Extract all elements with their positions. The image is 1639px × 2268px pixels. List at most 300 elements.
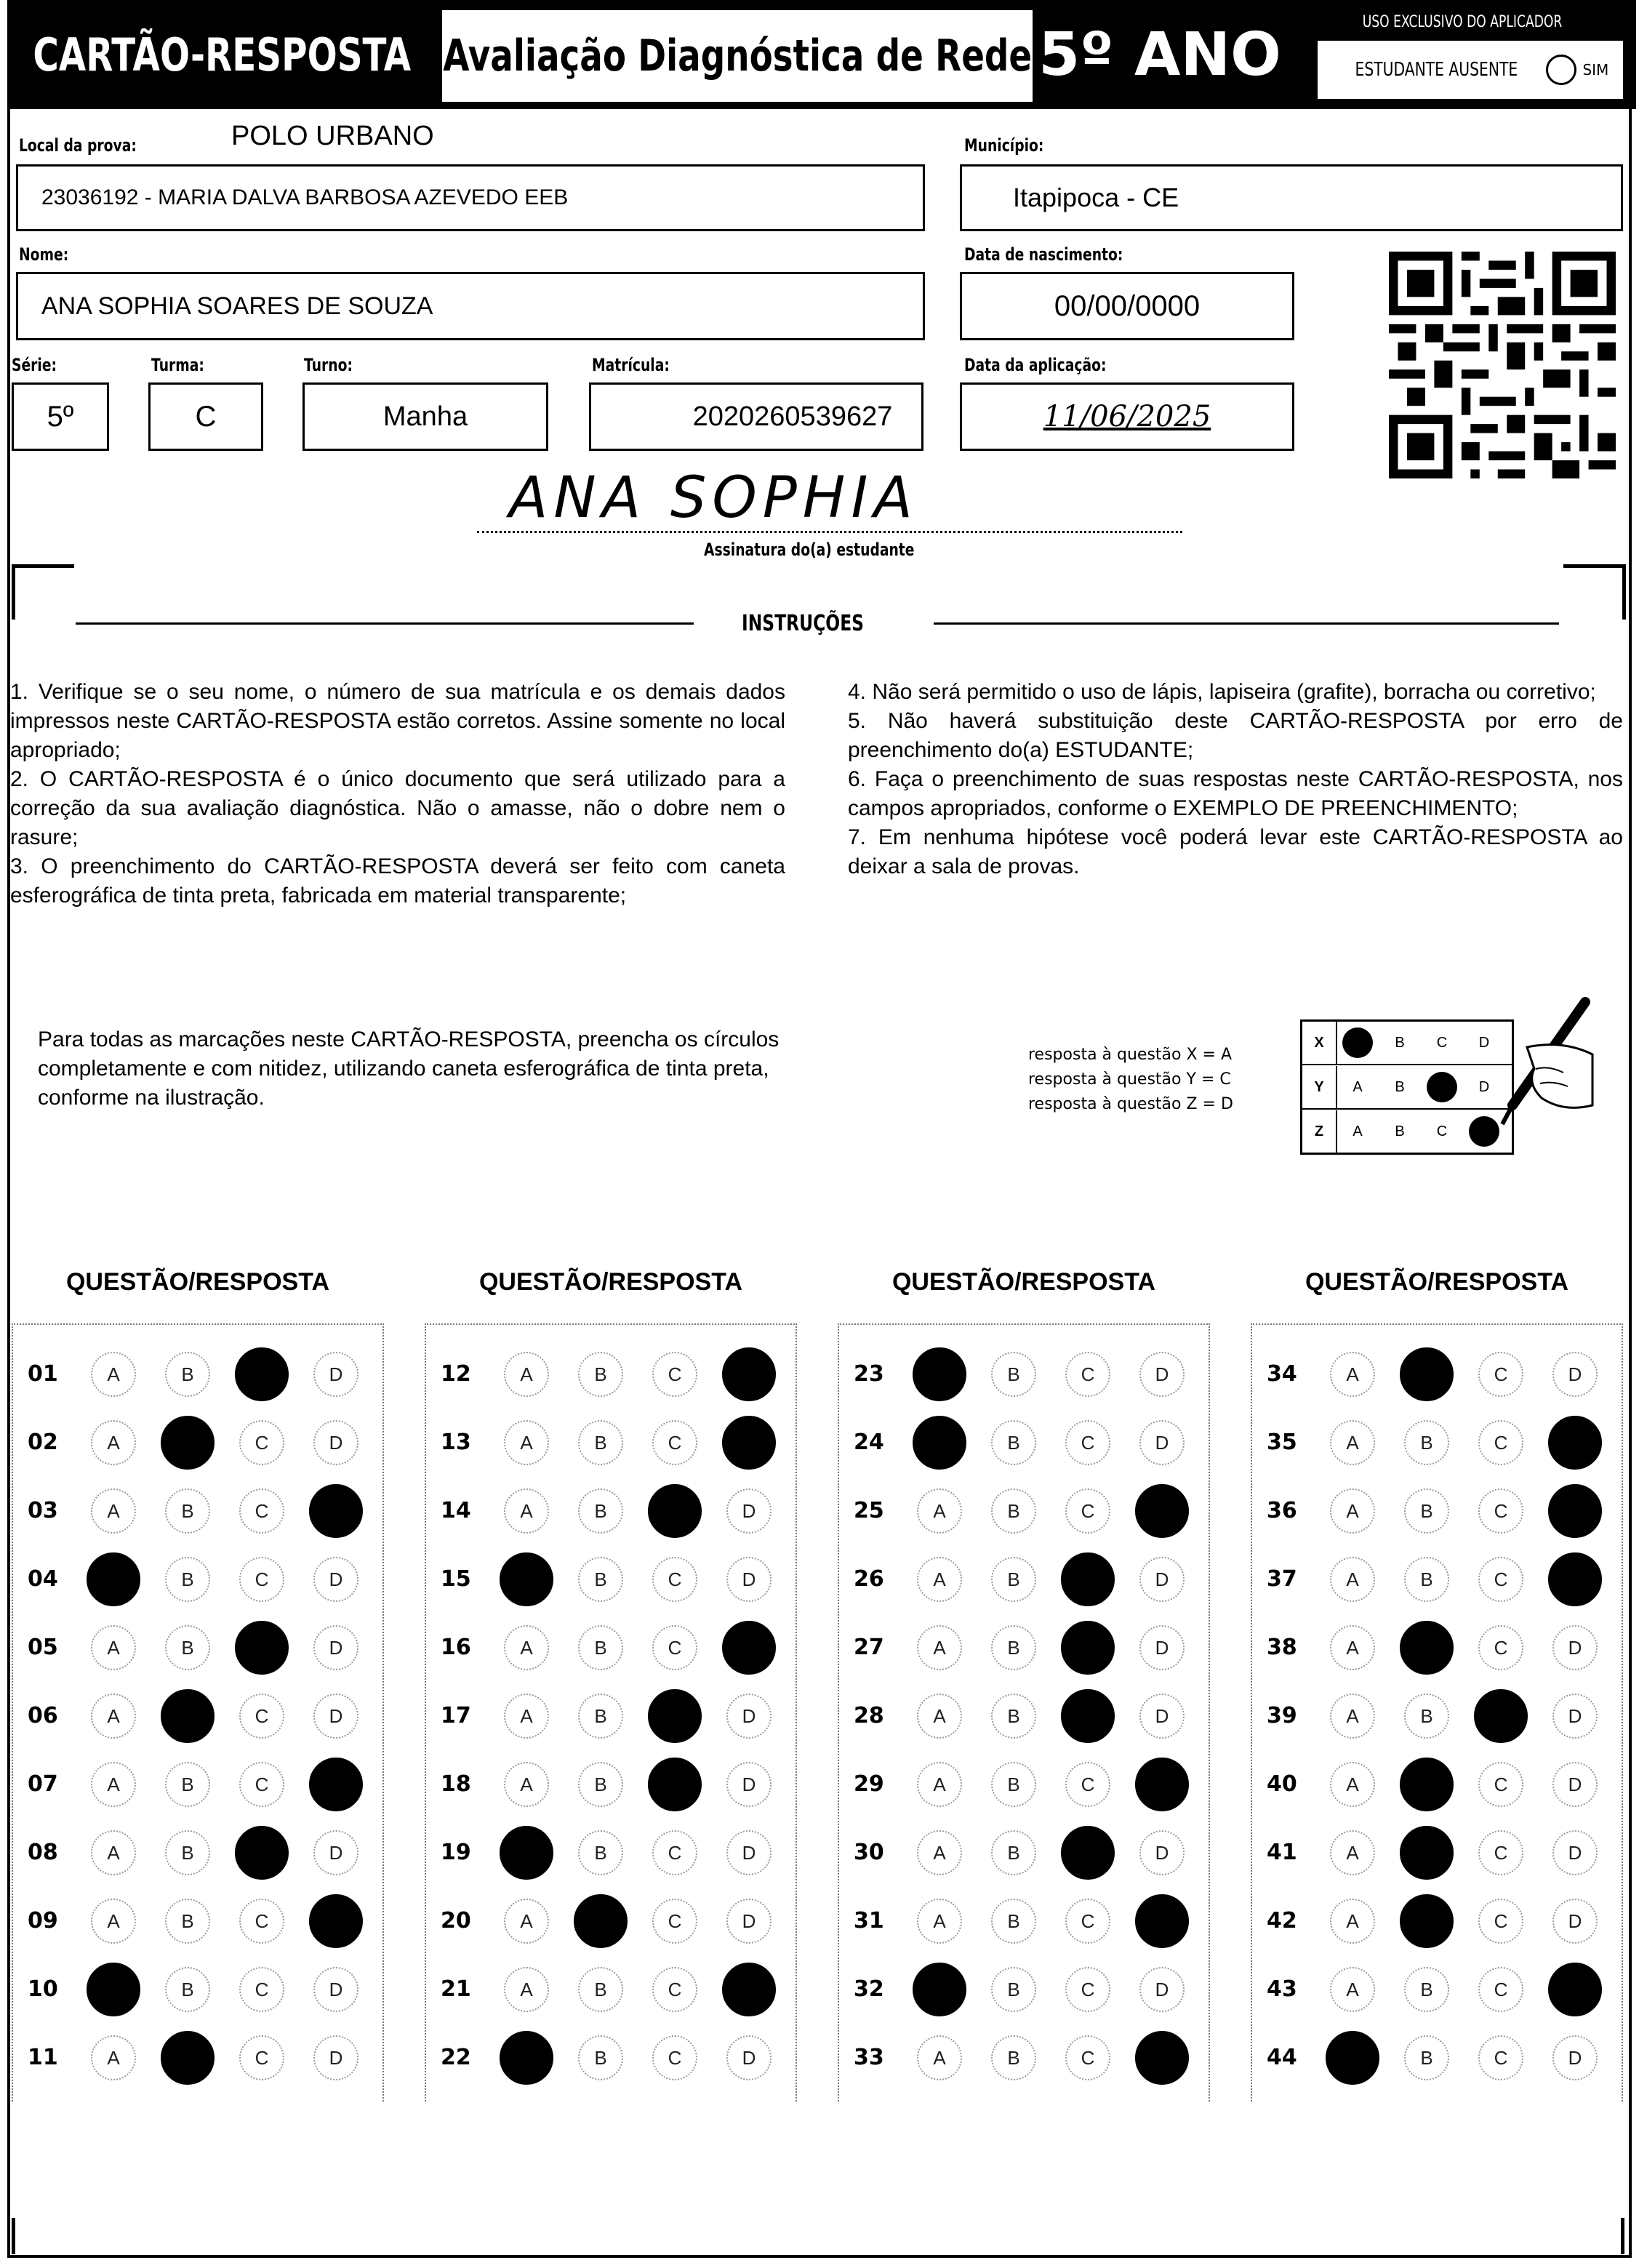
instructions-right — [848, 678, 1623, 881]
corner-top-left — [12, 564, 74, 620]
answer-bubble[interactable]: A — [91, 2035, 136, 2080]
class-field: C — [148, 382, 263, 451]
example-question: Z — [1302, 1110, 1337, 1153]
answer-bubble[interactable]: B — [165, 1830, 210, 1875]
answer-bubble[interactable]: A — [917, 1762, 962, 1807]
answer-bubble[interactable]: A — [1330, 1420, 1375, 1465]
answer-bubble-filled[interactable] — [309, 1484, 363, 1538]
answer-bubble-filled[interactable] — [913, 1347, 966, 1401]
answer-bubble[interactable]: C — [239, 2035, 284, 2080]
example-option: A — [1353, 1123, 1363, 1139]
answer-bubble-filled[interactable] — [1400, 1758, 1454, 1811]
class-label: Turma: — [151, 355, 204, 375]
question-number: 34 — [1267, 1361, 1297, 1387]
municipality-field: Itapipoca - CE — [960, 164, 1623, 231]
answer-bubble[interactable]: B — [578, 1967, 623, 2012]
answer-bubble[interactable]: C — [1065, 1488, 1110, 1534]
instructions-rule-right — [934, 622, 1559, 625]
example-option: D — [1478, 1078, 1490, 1095]
answer-bubble-filled[interactable] — [722, 1347, 776, 1401]
answer-bubble[interactable]: A — [1330, 1557, 1375, 1602]
answer-bubble[interactable]: C — [239, 1762, 284, 1807]
answer-bubble[interactable]: C — [1065, 1762, 1110, 1807]
answer-bubble-filled[interactable] — [309, 1894, 363, 1948]
answer-bubble[interactable]: D — [1552, 2035, 1598, 2080]
question-number: 20 — [441, 1908, 471, 1934]
question-number: 05 — [28, 1635, 58, 1660]
answer-bubble[interactable]: D — [1139, 1830, 1185, 1875]
answer-bubble[interactable]: A — [504, 1625, 549, 1670]
answer-bubble[interactable]: D — [1139, 1557, 1185, 1602]
answer-bubble[interactable]: A — [1330, 1694, 1375, 1739]
application-date-field[interactable]: 11/06/2025 — [960, 382, 1294, 451]
answer-bubble[interactable]: B — [991, 1625, 1036, 1670]
example-option: D — [1478, 1034, 1490, 1051]
answer-bubble[interactable]: C — [239, 1488, 284, 1534]
answer-bubble[interactable]: B — [1404, 1488, 1449, 1534]
question-number: 07 — [28, 1771, 58, 1797]
answer-bubble-filled[interactable] — [722, 1963, 776, 2016]
answer-bubble[interactable]: D — [1139, 1352, 1185, 1397]
question-number: 09 — [28, 1908, 58, 1934]
answer-bubble-filled[interactable] — [235, 1826, 289, 1880]
legend-z: resposta à questão Z = D — [1028, 1095, 1233, 1113]
instructions-left — [10, 678, 785, 910]
answer-bubble[interactable]: B — [165, 1557, 210, 1602]
answer-bubble-filled[interactable] — [87, 1552, 140, 1606]
example-question: Y — [1302, 1066, 1337, 1108]
answer-bubble[interactable]: B — [991, 1352, 1036, 1397]
answer-bubble[interactable]: D — [1552, 1899, 1598, 1944]
answer-bubble[interactable]: B — [1404, 1694, 1449, 1739]
answer-bubble[interactable]: C — [1478, 1899, 1523, 1944]
question-number: 36 — [1267, 1498, 1297, 1523]
grade-title: 5º ANO — [1038, 20, 1281, 89]
question-number: 23 — [854, 1361, 884, 1387]
answer-bubble-filled[interactable] — [1548, 1416, 1602, 1470]
answer-bubble[interactable]: B — [991, 1488, 1036, 1534]
answer-bubble[interactable]: B — [1404, 1967, 1449, 2012]
answer-bubble-filled[interactable] — [913, 1416, 966, 1470]
example-row — [1302, 1066, 1512, 1110]
answer-bubble[interactable]: A — [1330, 1967, 1375, 2012]
answer-bubble[interactable]: B — [991, 1762, 1036, 1807]
question-number: 41 — [1267, 1840, 1297, 1865]
answer-bubble-filled[interactable] — [87, 1963, 140, 2016]
question-number: 27 — [854, 1635, 884, 1660]
answer-bubble[interactable]: C — [1065, 1420, 1110, 1465]
shift-label: Turno: — [304, 355, 353, 375]
question-number: 12 — [441, 1361, 471, 1387]
answer-bubble[interactable]: C — [1478, 1352, 1523, 1397]
answer-bubble-filled[interactable] — [1400, 1894, 1454, 1948]
answer-bubble[interactable]: B — [991, 1830, 1036, 1875]
answer-bubble-filled[interactable] — [574, 1894, 628, 1948]
answer-bubble[interactable]: A — [91, 1488, 136, 1534]
instruction-6: 6. Faça o preenchimento de suas respostas neste CARTÃO-RESPOSTA, nos campos apropriados, conforme o EXEMPLO DE PREENCHIMENTO; — [848, 767, 1623, 820]
answer-bubble[interactable]: A — [504, 1899, 549, 1944]
answer-bubble[interactable]: C — [1478, 1830, 1523, 1875]
filled-dot — [1427, 1072, 1457, 1102]
exam-location-label: Local da prova: — [19, 135, 137, 156]
answer-bubble[interactable]: B — [165, 1352, 210, 1397]
question-number: 17 — [441, 1703, 471, 1728]
answer-bubble[interactable]: A — [917, 1488, 962, 1534]
answer-bubble[interactable]: D — [726, 2035, 772, 2080]
answer-bubble[interactable]: A — [504, 1420, 549, 1465]
corner-bottom-left — [12, 2218, 41, 2254]
answer-bubble-filled[interactable] — [309, 1758, 363, 1811]
column-title: QUESTÃO/RESPOSTA — [1305, 1268, 1569, 1296]
question-number: 40 — [1267, 1771, 1297, 1797]
answer-bubble[interactable]: B — [578, 1762, 623, 1807]
answer-bubble[interactable]: A — [504, 1762, 549, 1807]
answer-bubble[interactable]: B — [578, 1488, 623, 1534]
answer-bubble-filled[interactable] — [500, 1552, 553, 1606]
answer-bubble[interactable]: C — [652, 1830, 697, 1875]
fill-instruction: Para todas as marcações neste CARTÃO-RESPOSTA, preencha os círculos completamente e com nitidez, utilizando caneta esferográfica de tinta preta, conforme na ilustração. — [38, 1027, 780, 1110]
question-number: 26 — [854, 1566, 884, 1592]
answer-bubble[interactable]: D — [313, 1830, 358, 1875]
instruction-5: 5. Não haverá substituição deste CARTÃO-RESPOSTA por erro de preenchimento do(a) ESTUDANTE; — [848, 709, 1623, 762]
grade-field: 5º — [12, 382, 109, 451]
frame-left — [7, 109, 10, 2258]
question-number: 14 — [441, 1498, 471, 1523]
example-legend — [1028, 1043, 1233, 1117]
answer-bubble[interactable]: C — [1478, 1967, 1523, 2012]
answer-bubble-filled[interactable] — [161, 1689, 215, 1743]
application-date-label: Data da aplicação: — [964, 355, 1107, 375]
answer-bubble[interactable]: A — [504, 1967, 549, 2012]
answer-bubble[interactable]: D — [726, 1762, 772, 1807]
answer-bubble[interactable]: A — [91, 1762, 136, 1807]
name-field: ANA SOPHIA SOARES DE SOUZA — [16, 272, 925, 340]
question-number: 22 — [441, 2045, 471, 2070]
answer-bubble-filled[interactable] — [235, 1347, 289, 1401]
answer-bubble[interactable]: C — [652, 1625, 697, 1670]
answer-bubble-filled[interactable] — [235, 1621, 289, 1675]
answer-bubble[interactable]: D — [1139, 1420, 1185, 1465]
frame-right — [1629, 109, 1632, 2258]
answer-bubble[interactable]: D — [1139, 1625, 1185, 1670]
shift-field: Manha — [302, 382, 548, 451]
answer-bubble[interactable]: D — [1552, 1352, 1598, 1397]
answer-bubble-filled[interactable] — [648, 1484, 702, 1538]
municipality-label: Município: — [964, 135, 1044, 156]
question-number: 25 — [854, 1498, 884, 1523]
answer-bubble-filled[interactable] — [1400, 1621, 1454, 1675]
answer-bubble[interactable]: D — [313, 1967, 358, 2012]
grade-label: Série: — [12, 355, 57, 375]
question-number: 10 — [28, 1976, 58, 2002]
answer-bubble[interactable]: A — [91, 1352, 136, 1397]
signature-label: Assinatura do(a) estudante — [704, 540, 915, 560]
instruction-7: 7. Em nenhuma hipótese você poderá levar este CARTÃO-RESPOSTA ao deixar a sala de provas. — [848, 825, 1623, 878]
instruction-2: 2. O CARTÃO-RESPOSTA é o único documento que será utilizado para a correção da sua avaliação diagnóstica. Não o amasse, não o dobre nem o rasure; — [10, 767, 785, 849]
answer-bubble[interactable]: C — [239, 1967, 284, 2012]
answer-bubble-filled[interactable] — [1326, 2031, 1379, 2085]
answer-bubble[interactable]: D — [313, 1694, 358, 1739]
answer-bubble[interactable]: C — [1065, 1899, 1110, 1944]
answer-bubble[interactable]: D — [726, 1557, 772, 1602]
frame-bottom — [7, 2255, 1632, 2258]
question-number: 06 — [28, 1703, 58, 1728]
answer-bubble[interactable]: B — [1404, 2035, 1449, 2080]
answer-bubble[interactable]: C — [239, 1899, 284, 1944]
answer-bubble-filled[interactable] — [1135, 2031, 1189, 2085]
answer-bubble[interactable]: A — [504, 1488, 549, 1534]
answer-bubble[interactable]: B — [991, 1557, 1036, 1602]
answer-bubble-filled[interactable] — [1135, 1484, 1189, 1538]
question-number: 43 — [1267, 1976, 1297, 2002]
example-grid — [1300, 1019, 1514, 1155]
question-number: 39 — [1267, 1703, 1297, 1728]
answer-bubble-filled[interactable] — [1548, 1552, 1602, 1606]
exam-location: POLO URBANO — [231, 121, 434, 151]
absent-option: SIM — [1582, 61, 1609, 79]
question-number: 13 — [441, 1430, 471, 1455]
answer-bubble[interactable]: C — [1065, 2035, 1110, 2080]
example-option: B — [1395, 1034, 1405, 1051]
instruction-3: 3. O preenchimento do CARTÃO-RESPOSTA deverá ser feito com caneta esferográfica de tinta preta, fabricada em material transparente; — [10, 854, 785, 907]
answer-bubble[interactable]: C — [239, 1557, 284, 1602]
example-option: C — [1436, 1034, 1448, 1051]
answer-bubble[interactable]: C — [1478, 1557, 1523, 1602]
answer-bubble[interactable]: B — [991, 1420, 1036, 1465]
answer-bubble[interactable]: A — [1330, 1488, 1375, 1534]
enrollment-label: Matrícula: — [592, 355, 670, 375]
question-number: 01 — [28, 1361, 58, 1387]
answer-bubble[interactable]: D — [1552, 1830, 1598, 1875]
answer-bubble[interactable]: D — [313, 1557, 358, 1602]
question-number: 44 — [1267, 2045, 1297, 2070]
question-number: 38 — [1267, 1635, 1297, 1660]
answer-bubble[interactable]: A — [1330, 1762, 1375, 1807]
answer-bubble[interactable]: D — [313, 2035, 358, 2080]
answer-bubble[interactable]: C — [652, 1899, 697, 1944]
answer-bubble[interactable]: D — [1552, 1694, 1598, 1739]
answer-bubble[interactable]: B — [578, 1625, 623, 1670]
answer-bubble[interactable]: B — [578, 1830, 623, 1875]
instructions-rule-left — [76, 622, 694, 625]
legend-x: resposta à questão X = A — [1028, 1046, 1233, 1064]
answer-bubble[interactable]: B — [1404, 1420, 1449, 1465]
example-filled-bubble — [1340, 1022, 1375, 1064]
question-number: 19 — [441, 1840, 471, 1865]
answer-bubble[interactable]: A — [917, 1557, 962, 1602]
school-field: 23036192 - MARIA DALVA BARBOSA AZEVEDO EEB — [16, 164, 925, 231]
birth-label: Data de nascimento: — [964, 244, 1123, 265]
signature-line — [477, 531, 1182, 533]
answer-bubble[interactable]: D — [726, 1830, 772, 1875]
example-row — [1302, 1110, 1512, 1154]
answer-bubble-filled[interactable] — [722, 1416, 776, 1470]
answer-bubble[interactable]: C — [652, 1967, 697, 2012]
question-number: 15 — [441, 1566, 471, 1592]
question-number: 29 — [854, 1771, 884, 1797]
pen-hand-icon — [1483, 996, 1600, 1142]
answer-bubble[interactable]: A — [91, 1899, 136, 1944]
answer-bubble[interactable]: A — [917, 1694, 962, 1739]
answer-bubble[interactable]: C — [239, 1694, 284, 1739]
answer-bubble[interactable]: D — [313, 1625, 358, 1670]
answer-bubble[interactable]: A — [917, 1625, 962, 1670]
answer-bubble[interactable]: D — [1139, 1694, 1185, 1739]
answer-bubble[interactable]: B — [165, 1625, 210, 1670]
answer-bubble[interactable]: B — [578, 1420, 623, 1465]
answer-bubble[interactable]: B — [165, 1967, 210, 2012]
answer-bubble[interactable]: B — [578, 1694, 623, 1739]
answer-bubble-filled[interactable] — [1061, 1552, 1115, 1606]
answer-bubble[interactable]: A — [504, 1694, 549, 1739]
corner-top-right — [1563, 564, 1626, 620]
answer-bubble[interactable]: C — [1065, 1352, 1110, 1397]
answer-bubble[interactable]: A — [91, 1420, 136, 1465]
answer-bubble[interactable]: D — [726, 1488, 772, 1534]
answer-bubble-filled[interactable] — [1061, 1689, 1115, 1743]
answer-bubble-filled[interactable] — [1135, 1758, 1189, 1811]
answer-bubble[interactable]: C — [652, 2035, 697, 2080]
answer-bubble[interactable]: B — [578, 1352, 623, 1397]
question-number: 30 — [854, 1840, 884, 1865]
answer-bubble[interactable]: D — [313, 1352, 358, 1397]
answer-bubble[interactable]: B — [991, 1967, 1036, 2012]
student-signature[interactable]: ANA SOPHIA — [509, 465, 918, 531]
example-filled-bubble — [1424, 1066, 1459, 1108]
answer-bubble-filled[interactable] — [1061, 1621, 1115, 1675]
question-number: 24 — [854, 1430, 884, 1455]
answer-bubble[interactable]: D — [313, 1420, 358, 1465]
answer-bubble[interactable]: D — [1552, 1762, 1598, 1807]
question-number: 33 — [854, 2045, 884, 2070]
answer-bubble[interactable]: A — [1330, 1830, 1375, 1875]
answer-bubble[interactable]: D — [1552, 1625, 1598, 1670]
answer-bubble-filled[interactable] — [1400, 1826, 1454, 1880]
answer-bubble[interactable]: A — [1330, 1625, 1375, 1670]
example-option: B — [1395, 1123, 1405, 1139]
answer-bubble-filled[interactable] — [1474, 1689, 1528, 1743]
example-option: A — [1353, 1078, 1363, 1095]
qr-code-icon — [1389, 252, 1616, 478]
question-number: 42 — [1267, 1908, 1297, 1934]
answer-bubble-filled[interactable] — [500, 1826, 553, 1880]
instruction-4: 4. Não será permitido o uso de lápis, lapiseira (grafite), borracha ou corretivo; — [848, 680, 1596, 704]
instruction-1: 1. Verifique se o seu nome, o número de sua matrícula e os demais dados impressos neste CARTÃO-RESPOSTA estão corretos. Assine somente no local apropriado; — [10, 680, 785, 762]
question-number: 21 — [441, 1976, 471, 2002]
answer-bubble-filled[interactable] — [161, 2031, 215, 2085]
column-title: QUESTÃO/RESPOSTA — [891, 1268, 1156, 1296]
filled-dot — [1342, 1027, 1373, 1058]
answer-bubble[interactable]: C — [1478, 2035, 1523, 2080]
exam-name: Avaliação Diagnóstica de Rede — [442, 10, 1033, 102]
answer-bubble-filled[interactable] — [1061, 1826, 1115, 1880]
answer-bubble-filled[interactable] — [1135, 1894, 1189, 1948]
instructions-title: INSTRUÇÕES — [742, 611, 865, 636]
answer-bubble-filled[interactable] — [722, 1621, 776, 1675]
answer-bubble-filled[interactable] — [1400, 1347, 1454, 1401]
example-row — [1302, 1022, 1512, 1065]
answer-bubble-filled[interactable] — [648, 1758, 702, 1811]
answer-bubble[interactable]: B — [991, 2035, 1036, 2080]
answer-bubble[interactable]: B — [578, 1557, 623, 1602]
question-number: 16 — [441, 1635, 471, 1660]
corner-bottom-right — [1595, 2218, 1624, 2254]
answer-bubble[interactable]: B — [1404, 1557, 1449, 1602]
question-number: 11 — [28, 2045, 58, 2070]
answer-bubble[interactable]: C — [1478, 1625, 1523, 1670]
column-title: QUESTÃO/RESPOSTA — [65, 1268, 330, 1296]
absent-bubble[interactable] — [1546, 55, 1576, 85]
question-number: 32 — [854, 1976, 884, 2002]
answer-bubble[interactable]: A — [91, 1694, 136, 1739]
enrollment-field: 2020260539627 — [589, 382, 923, 451]
answer-bubble[interactable]: B — [165, 1488, 210, 1534]
answer-bubble-filled[interactable] — [648, 1689, 702, 1743]
question-number: 37 — [1267, 1566, 1297, 1592]
answer-bubble[interactable]: A — [1330, 1899, 1375, 1944]
answer-bubble[interactable]: C — [1478, 1762, 1523, 1807]
answer-bubble[interactable]: C — [1478, 1488, 1523, 1534]
answer-bubble-filled[interactable] — [1548, 1963, 1602, 2016]
card-title: CARTÃO-RESPOSTA — [33, 28, 411, 81]
answer-bubble[interactable]: A — [917, 1899, 962, 1944]
answer-bubble[interactable]: B — [165, 1762, 210, 1807]
answer-bubble[interactable]: B — [165, 1899, 210, 1944]
birth-field: 00/00/0000 — [960, 272, 1294, 340]
answer-bubble[interactable]: B — [991, 1899, 1036, 1944]
answer-bubble[interactable]: A — [91, 1625, 136, 1670]
question-number: 28 — [854, 1703, 884, 1728]
column-title: QUESTÃO/RESPOSTA — [478, 1268, 743, 1296]
answer-bubble[interactable]: B — [578, 2035, 623, 2080]
name-label: Nome: — [19, 244, 69, 265]
answer-bubble[interactable]: D — [726, 1694, 772, 1739]
answer-bubble[interactable]: A — [917, 2035, 962, 2080]
answer-bubble[interactable]: C — [652, 1557, 697, 1602]
answer-bubble[interactable]: A — [1330, 1352, 1375, 1397]
example-question: X — [1302, 1022, 1337, 1064]
answer-bubble[interactable]: D — [726, 1899, 772, 1944]
question-number: 03 — [28, 1498, 58, 1523]
applicator-label: USO EXCLUSIVO DO APLICADOR — [1362, 13, 1563, 31]
answer-bubble-filled[interactable] — [1548, 1484, 1602, 1538]
answer-bubble-filled[interactable] — [500, 2031, 553, 2085]
question-number: 18 — [441, 1771, 471, 1797]
answer-bubble[interactable]: B — [991, 1694, 1036, 1739]
answer-bubble[interactable]: C — [1065, 1967, 1110, 2012]
example-option: C — [1436, 1123, 1448, 1139]
question-number: 31 — [854, 1908, 884, 1934]
answer-bubble[interactable]: C — [652, 1420, 697, 1465]
answer-bubble-filled[interactable] — [161, 1416, 215, 1470]
answer-bubble[interactable]: A — [91, 1830, 136, 1875]
legend-y: resposta à questão Y = C — [1028, 1070, 1231, 1089]
answer-bubble[interactable]: A — [504, 1352, 549, 1397]
question-number: 02 — [28, 1430, 58, 1455]
answer-bubble-filled[interactable] — [913, 1963, 966, 2016]
question-number: 35 — [1267, 1430, 1297, 1455]
example-option: B — [1395, 1078, 1405, 1095]
answer-bubble[interactable]: C — [1478, 1420, 1523, 1465]
answer-bubble[interactable]: C — [652, 1352, 697, 1397]
question-number: 08 — [28, 1840, 58, 1865]
answer-bubble[interactable]: C — [239, 1420, 284, 1465]
question-number: 04 — [28, 1566, 58, 1592]
absent-box — [1316, 39, 1624, 100]
answer-bubble[interactable]: A — [917, 1830, 962, 1875]
absent-label: ESTUDANTE AUSENTE — [1355, 59, 1518, 81]
answer-bubble[interactable]: D — [1139, 1967, 1185, 2012]
